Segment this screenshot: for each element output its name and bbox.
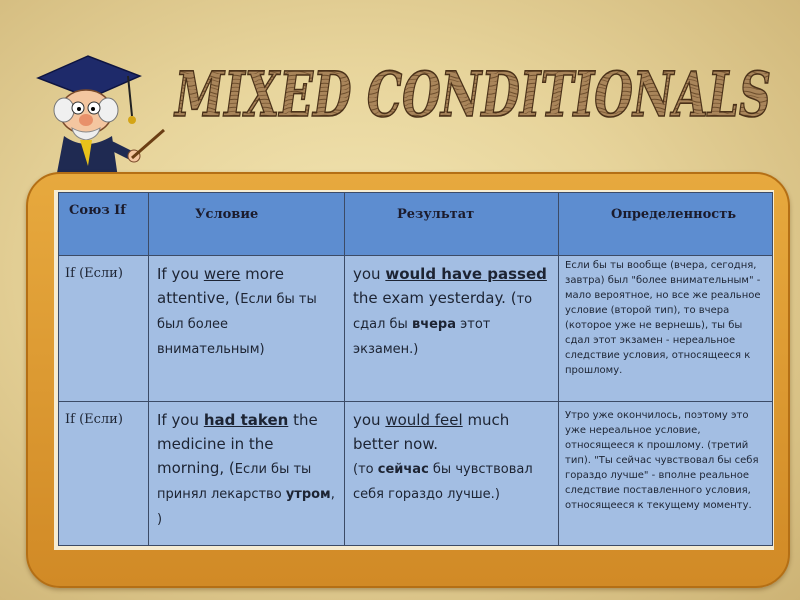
professor-mascot-icon — [28, 28, 168, 188]
row1-res-post: the exam yesterday. ( — [353, 289, 517, 307]
row2-note: Утро уже окончилось, поэтому это уже нереальное условие, относящееся к прошлому. (третий тип). "Ты сейчас чувствовал бы себя гораздо лучше" - вполне реальное следствие поставленного условия, относящееся к текущему моменту. — [559, 402, 773, 546]
row2-cond-post: the medicine in the morning, ( — [157, 411, 318, 477]
row2-res-ru-pre: (то — [353, 462, 378, 477]
row1-res-key: would have passed — [385, 265, 547, 283]
header-certainty: Определенность — [559, 193, 773, 256]
row2-result — [345, 402, 559, 546]
header-conjunction: Союз If — [59, 193, 149, 256]
row1-cond-post: more attentive, ( — [157, 265, 284, 307]
conditionals-table — [58, 192, 773, 546]
row2-res-pre: you — [353, 411, 386, 429]
row1-res-ru-key: вчера — [411, 317, 457, 332]
row2-conjunction: If (Если) — [59, 402, 149, 546]
row1-note: Если бы ты вообще (вчера, сегодня, завтра) был "более внимательным" - мало вероятное, но все же реальное условие (второй тип), то вчера (которое уже не вернешь), ты бы сдал этот экзамен - нереальное следствие условия, относящееся к прошлому. — [559, 256, 773, 402]
row1-condition — [149, 256, 345, 402]
row1-result — [345, 256, 559, 402]
row1-cond-ru: Если бы ты был более внимательным) — [157, 292, 317, 357]
header-result: Результат — [345, 193, 559, 256]
row2-cond-key: had taken — [203, 411, 289, 429]
row2-cond-ru-key: утром — [285, 487, 331, 502]
row2-res-post: much better now. — [353, 411, 510, 453]
row1-cond-key: were — [203, 265, 241, 283]
row1-res-pre: you — [353, 265, 386, 283]
header-condition: Условие — [149, 193, 345, 256]
row1-cond-pre: If you — [157, 265, 204, 283]
page-title — [168, 58, 778, 130]
table-row — [59, 256, 773, 402]
row2-res-ru-key: сейчас — [377, 462, 429, 477]
title-text: MIXED CONDITIONALS — [173, 58, 772, 130]
row2-res-ru-post: бы чувствовал себя гораздо лучше.) — [353, 462, 533, 502]
row1-conjunction: If (Если) — [59, 256, 149, 402]
row2-res-key: would feel — [385, 411, 463, 429]
row2-condition — [149, 402, 345, 546]
row1-res-ru-pre: то сдал бы — [353, 292, 533, 332]
table-row — [59, 402, 773, 546]
row2-cond-pre: If you — [157, 411, 204, 429]
row2-cond-ru-pre: Если бы ты принял лекарство — [157, 462, 312, 502]
row2-cond-ru-post: , ) — [157, 487, 335, 527]
row1-res-ru-post: этот экзамен.) — [353, 317, 491, 357]
table-header-row — [59, 193, 773, 256]
